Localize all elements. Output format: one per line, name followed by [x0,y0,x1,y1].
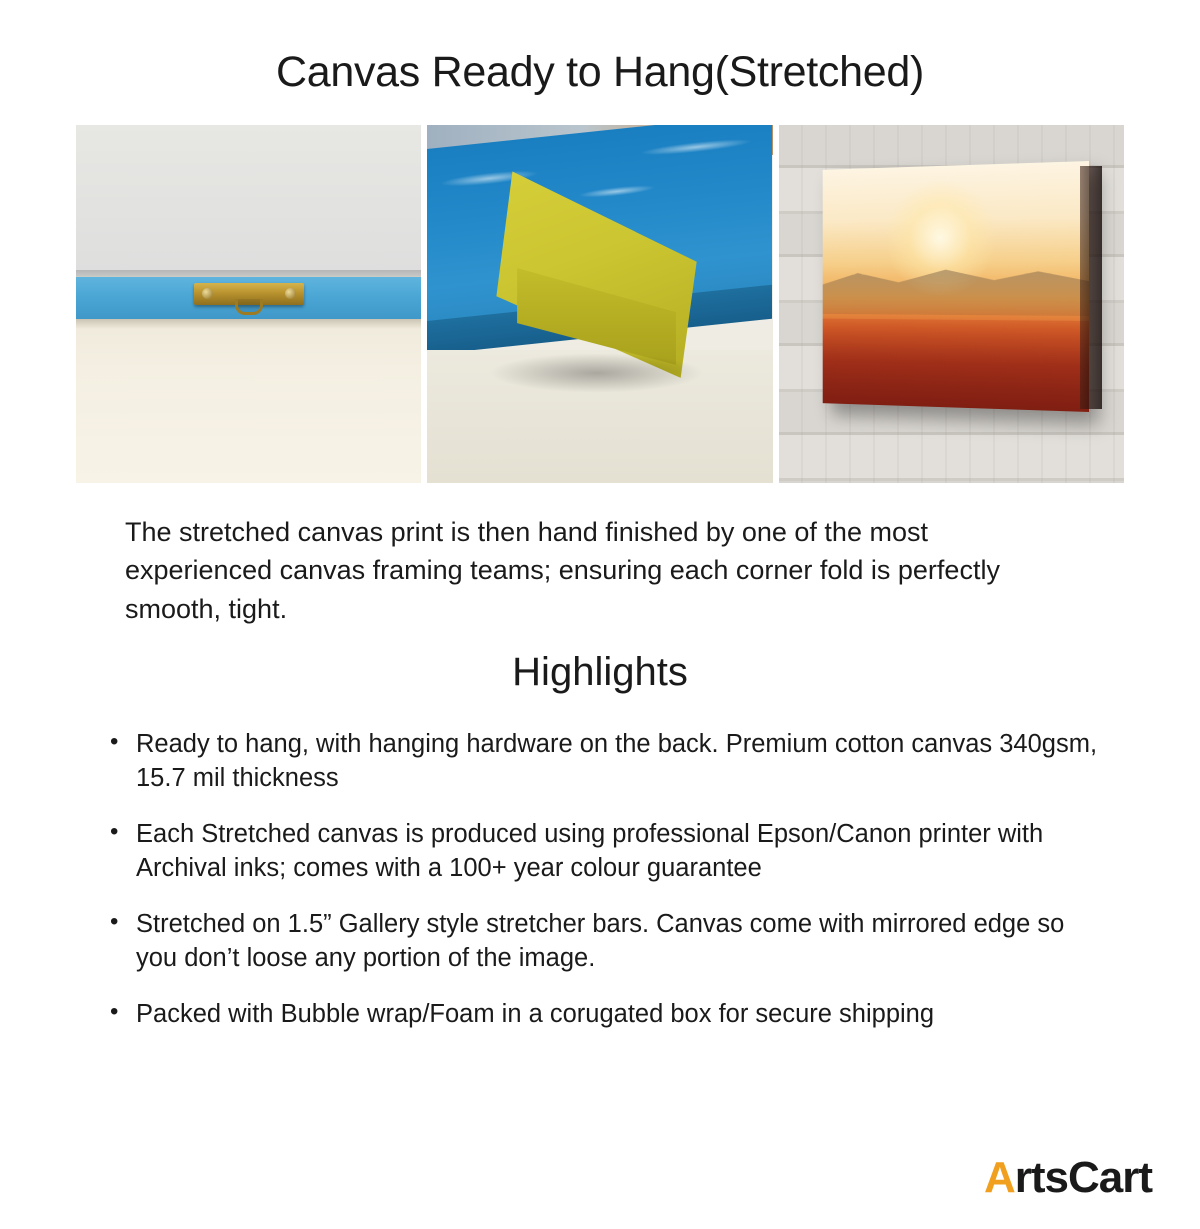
logo-text-cart: Cart [1067,1152,1152,1202]
canvas-corner-fold-photo [427,125,772,483]
photo1-canvas-back [76,319,421,483]
canvas-on-wall-photo [779,125,1124,483]
page-title: Canvas Ready to Hang(Stretched) [276,47,924,96]
photo3-canvas-side-edge [1080,166,1102,409]
list-item: • Ready to hang, with hanging hardware on the back. Premium cotton canvas 340gsm, 15.7 mil thickness [104,728,1100,796]
hanging-hook-icon [235,299,263,315]
product-photo-strip [76,125,1124,483]
photo3-canvas-print [823,161,1089,412]
photo3-field [823,319,1089,412]
artscart-logo [984,1153,1152,1203]
list-item: • Stretched on 1.5” Gallery style stretcher bars. Canvas come with mirrored edge so you don’t loose any portion of the image. [104,908,1100,976]
list-item: • Each Stretched canvas is produced using professional Epson/Canon printer with Archival inks; comes with a 100+ year colour guarantee [104,818,1100,886]
logo-initial-a: A [983,1152,1015,1202]
highlights-list [104,728,1100,1031]
product-info-page [0,29,1200,1229]
photo2-drop-shadow [489,353,703,393]
highlights-heading: Highlights [512,649,688,694]
list-item: • Packed with Bubble wrap/Foam in a corugated box for secure shipping [104,998,1100,1032]
photo1-wall [76,125,421,275]
logo-text-rts: rts [1014,1152,1068,1202]
description-paragraph: The stretched canvas print is then hand finished by one of the most experienced canvas framing teams; ensuring each corner fold is perfectly smooth, tight. [125,516,1000,624]
canvas-back-hardware-photo [76,125,421,483]
